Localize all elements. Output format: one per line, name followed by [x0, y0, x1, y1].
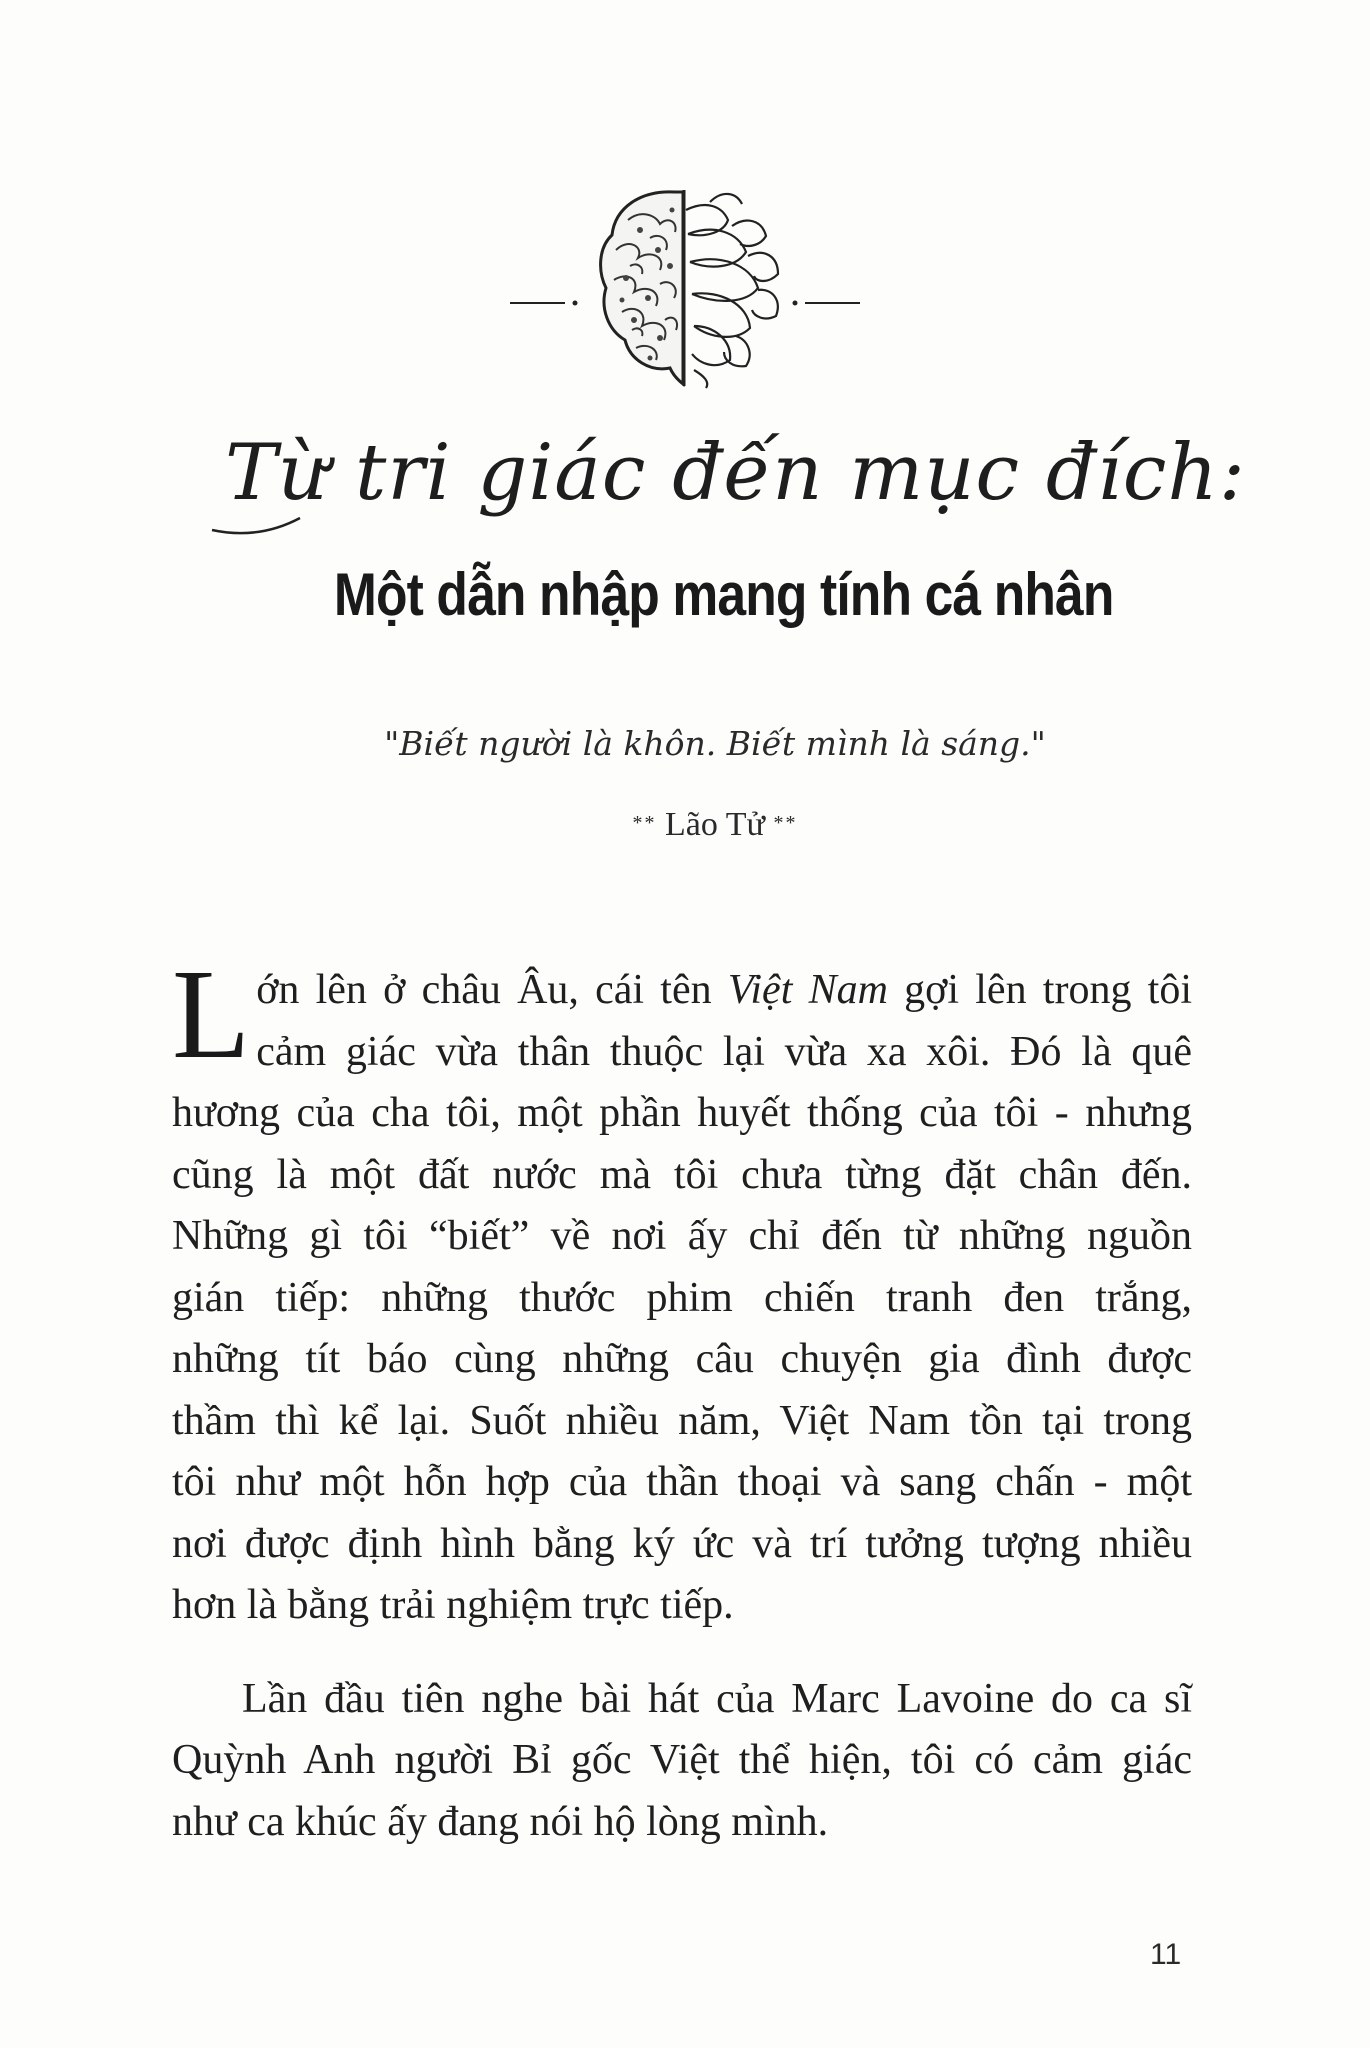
text-line: thầm thì kể lại. Suốt nhiều năm, Việt Nam tồn tại trong	[172, 1397, 1192, 1444]
drop-cap: L	[172, 943, 251, 1085]
epigraph-author	[0, 806, 1370, 844]
text-line: hương của cha tôi, một phần huyết thống của tôi - nhưng	[172, 1090, 1192, 1136]
text-line: Quỳnh Anh người Bỉ gốc Việt thể hiện, tôi có cảm giác	[172, 1737, 1192, 1783]
text-line: tôi như một hỗn hợp của thần thoại và sang chấn - một	[172, 1459, 1192, 1505]
text-line: cũng là một đất nước mà tôi chưa từng đặt chân đến.	[172, 1151, 1192, 1198]
text-line: cảm giác vừa thân thuộc lại vừa xa xôi. Đó là quê	[256, 1028, 1192, 1075]
title-swash-flourish	[210, 500, 330, 540]
page-number: 11	[1150, 1938, 1182, 1971]
paragraph-1	[172, 943, 1193, 1637]
text-line: những tít báo cùng những câu chuyện gia đình được	[172, 1336, 1192, 1382]
chapter-title-script: Từ tri giác đến mục đích:	[225, 428, 1246, 518]
brain-lotus-icon	[510, 180, 860, 400]
text-line: gián tiếp: những thước phim chiến tranh đen trắng,	[172, 1274, 1192, 1321]
text-line: Những gì tôi “biết” về nơi ấy chỉ đến từ những nguồn	[172, 1213, 1192, 1259]
text-line: hơn là bằng trải nghiệm trực tiếp.	[172, 1582, 734, 1628]
ornament-stars-left: **	[632, 812, 657, 834]
text-line: ớn lên ở châu Âu, cái tên Việt Nam gợi lên trong tôi	[256, 967, 1193, 1013]
paragraph-2	[172, 1669, 1192, 1854]
text-line: nơi được định hình bằng ký ức và trí tưởng tượng nhiều	[172, 1520, 1192, 1567]
body-text	[172, 943, 1193, 1853]
ornament-stars-right: **	[773, 812, 798, 834]
epigraph-author-name: Lão Tử	[665, 806, 765, 843]
emphasis-country-name: Việt Nam	[727, 967, 888, 1013]
chapter-subtitle: Một dẫn nhập mang tính cá nhân	[333, 561, 1114, 628]
epigraph-quote: "Biết người là khôn. Biết mình là sáng."	[384, 724, 1046, 763]
text-line: như ca khúc ấy đang nói hộ lòng mình.	[172, 1798, 829, 1845]
text-line: Lần đầu tiên nghe bài hát của Marc Lavoine do ca sĩ	[242, 1675, 1192, 1722]
